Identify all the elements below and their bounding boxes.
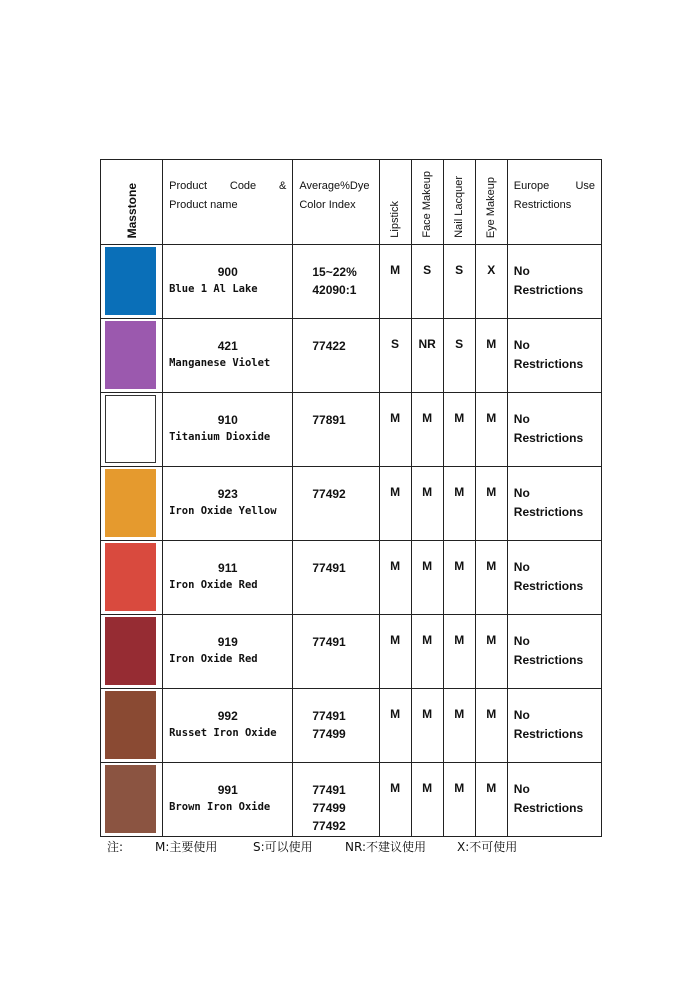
color-index-value: 77491 bbox=[312, 709, 346, 723]
europe-header: Europe Use Restrictions bbox=[507, 160, 601, 245]
lipstick-cell: M bbox=[379, 541, 411, 615]
lipstick-cell: M bbox=[379, 467, 411, 541]
color-index-value: 77422 bbox=[312, 339, 346, 353]
color-index-cell bbox=[293, 319, 379, 393]
color-index-header: Average%Dye Color Index bbox=[293, 160, 379, 245]
eye-makeup-cell: X bbox=[475, 245, 507, 319]
masstone-cell bbox=[101, 763, 163, 837]
product-name: Titanium Dioxide bbox=[169, 431, 271, 443]
color-index-value: 77492 bbox=[312, 819, 346, 833]
color-index-value: 77491 bbox=[312, 561, 346, 575]
nail-lacquer-cell: M bbox=[443, 763, 475, 837]
color-index-cell bbox=[293, 763, 379, 837]
europe-restrictions-cell: No Restrictions bbox=[507, 393, 601, 467]
lipstick-cell: S bbox=[379, 319, 411, 393]
note-m: M:主要使用 bbox=[155, 840, 218, 854]
face-makeup-cell: M bbox=[411, 467, 443, 541]
product-name: Blue 1 Al Lake bbox=[169, 283, 258, 295]
nail-lacquer-cell: S bbox=[443, 319, 475, 393]
europe-restrictions-cell: No Restrictions bbox=[507, 319, 601, 393]
color-index-value: 77499 bbox=[312, 801, 346, 815]
masstone-swatch bbox=[105, 395, 156, 463]
product-code: 992 bbox=[217, 709, 238, 723]
product-header: Product Code & Product name bbox=[163, 160, 293, 245]
note-x: X:不可使用 bbox=[457, 840, 518, 854]
masstone-cell bbox=[101, 541, 163, 615]
face-makeup-cell: M bbox=[411, 689, 443, 763]
eye-makeup-cell: M bbox=[475, 467, 507, 541]
masstone-cell bbox=[101, 689, 163, 763]
color-index-cell bbox=[293, 467, 379, 541]
face-makeup-cell: M bbox=[411, 615, 443, 689]
color-index-cell bbox=[293, 541, 379, 615]
color-index-cell bbox=[293, 245, 379, 319]
color-index-cell bbox=[293, 615, 379, 689]
table-row bbox=[101, 393, 602, 467]
eye-makeup-cell: M bbox=[475, 319, 507, 393]
product-cell bbox=[163, 763, 293, 837]
masstone-header: Masstone bbox=[101, 160, 163, 245]
note-prefix: 注: bbox=[107, 840, 124, 854]
face-makeup-cell: M bbox=[411, 763, 443, 837]
eye-makeup-cell: M bbox=[475, 393, 507, 467]
product-name: Iron Oxide Red bbox=[169, 579, 258, 591]
note-nr: NR:不建议使用 bbox=[345, 840, 426, 854]
nail-lacquer-cell: M bbox=[443, 467, 475, 541]
table-row bbox=[101, 763, 602, 837]
product-cell bbox=[163, 615, 293, 689]
face-makeup-header: Face Makeup bbox=[411, 160, 443, 245]
color-index-value: 77891 bbox=[312, 413, 346, 427]
lipstick-header: Lipstick bbox=[379, 160, 411, 245]
face-makeup-cell: M bbox=[411, 541, 443, 615]
product-code: 421 bbox=[217, 339, 238, 353]
color-index-cell bbox=[293, 689, 379, 763]
face-makeup-cell: M bbox=[411, 393, 443, 467]
product-cell bbox=[163, 245, 293, 319]
masstone-swatch bbox=[105, 691, 156, 759]
color-index-value: 42090:1 bbox=[312, 283, 357, 297]
color-index-cell bbox=[293, 393, 379, 467]
color-index-value: 77492 bbox=[312, 487, 346, 501]
nail-lacquer-cell: M bbox=[443, 615, 475, 689]
masstone-cell bbox=[101, 245, 163, 319]
table-row bbox=[101, 245, 602, 319]
europe-restrictions-cell: No Restrictions bbox=[507, 615, 601, 689]
face-makeup-cell: NR bbox=[411, 319, 443, 393]
europe-restrictions-cell: No Restrictions bbox=[507, 689, 601, 763]
face-makeup-cell: S bbox=[411, 245, 443, 319]
product-cell bbox=[163, 541, 293, 615]
lipstick-cell: M bbox=[379, 689, 411, 763]
eye-makeup-cell: M bbox=[475, 689, 507, 763]
table-row bbox=[101, 615, 602, 689]
masstone-swatch bbox=[105, 617, 156, 685]
product-name: Manganese Violet bbox=[169, 357, 271, 369]
nail-lacquer-cell: M bbox=[443, 541, 475, 615]
masstone-cell bbox=[101, 467, 163, 541]
product-name: Russet Iron Oxide bbox=[169, 727, 277, 739]
product-code: 991 bbox=[217, 783, 238, 797]
eye-makeup-cell: M bbox=[475, 615, 507, 689]
product-name: Iron Oxide Red bbox=[169, 653, 258, 665]
nail-lacquer-cell: M bbox=[443, 393, 475, 467]
masstone-swatch bbox=[105, 469, 156, 537]
eye-makeup-cell: M bbox=[475, 541, 507, 615]
header-row bbox=[101, 160, 602, 245]
masstone-swatch bbox=[105, 765, 156, 833]
lipstick-cell: M bbox=[379, 245, 411, 319]
europe-restrictions-cell: No Restrictions bbox=[507, 763, 601, 837]
nail-lacquer-cell: M bbox=[443, 689, 475, 763]
product-cell bbox=[163, 393, 293, 467]
product-code: 923 bbox=[217, 487, 238, 501]
nail-lacquer-cell: S bbox=[443, 245, 475, 319]
product-cell bbox=[163, 319, 293, 393]
lipstick-cell: M bbox=[379, 763, 411, 837]
table-row bbox=[101, 541, 602, 615]
color-index-value: 15~22% bbox=[312, 265, 357, 279]
product-code: 911 bbox=[218, 561, 238, 575]
masstone-swatch bbox=[105, 247, 156, 315]
table-body bbox=[101, 245, 602, 837]
lipstick-cell: M bbox=[379, 615, 411, 689]
product-code: 900 bbox=[217, 265, 238, 279]
product-name: Iron Oxide Yellow bbox=[169, 505, 277, 517]
product-code: 910 bbox=[217, 413, 238, 427]
note-s: S:可以使用 bbox=[253, 840, 313, 854]
eye-makeup-cell: M bbox=[475, 763, 507, 837]
product-name: Brown Iron Oxide bbox=[169, 801, 271, 813]
europe-restrictions-cell: No Restrictions bbox=[507, 467, 601, 541]
color-index-value: 77499 bbox=[312, 727, 346, 741]
product-cell bbox=[163, 467, 293, 541]
color-index-value: 77491 bbox=[312, 783, 346, 797]
product-code: 919 bbox=[217, 635, 238, 649]
masstone-swatch bbox=[105, 321, 156, 389]
masstone-cell bbox=[101, 615, 163, 689]
europe-restrictions-cell: No Restrictions bbox=[507, 245, 601, 319]
lipstick-cell: M bbox=[379, 393, 411, 467]
table-row bbox=[101, 689, 602, 763]
eye-makeup-header: Eye Makeup bbox=[475, 160, 507, 245]
legend-note bbox=[107, 838, 517, 855]
color-index-value: 77491 bbox=[312, 635, 346, 649]
product-cell bbox=[163, 689, 293, 763]
europe-restrictions-cell: No Restrictions bbox=[507, 541, 601, 615]
masstone-cell bbox=[101, 319, 163, 393]
masstone-swatch bbox=[105, 543, 156, 611]
table-row bbox=[101, 319, 602, 393]
masstone-cell bbox=[101, 393, 163, 467]
nail-lacquer-header: Nail Lacquer bbox=[443, 160, 475, 245]
table-row bbox=[101, 467, 602, 541]
pigment-table bbox=[100, 159, 602, 837]
